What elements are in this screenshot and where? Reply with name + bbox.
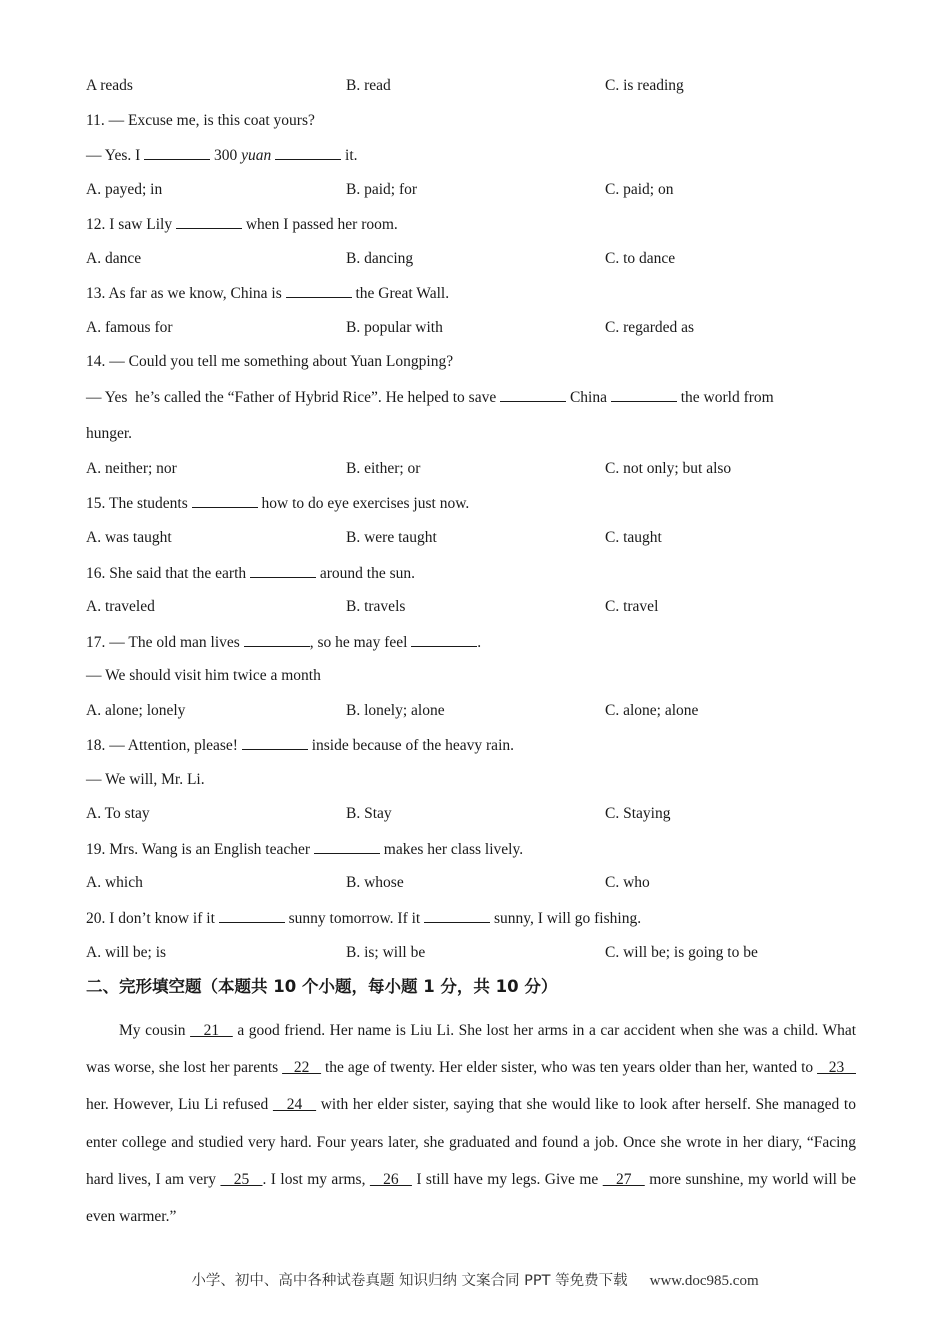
- text-fragment: — Yes. I: [86, 147, 145, 164]
- q11-option-b[interactable]: B. paid; for: [346, 181, 418, 198]
- q16-options: [86, 597, 866, 617]
- text-fragment: it.: [341, 147, 358, 164]
- cloze-blank-22: 22: [282, 1059, 322, 1077]
- q20-question: [86, 908, 860, 929]
- text-fragment: , so he may feel: [309, 634, 412, 651]
- q17-options: [86, 701, 866, 721]
- q13-options: [86, 318, 866, 338]
- q12-option-c[interactable]: C. to dance: [605, 250, 676, 267]
- q12-question: [86, 214, 860, 235]
- answer-blank: [424, 908, 490, 923]
- answer-blank: [250, 563, 316, 578]
- q14-options: [86, 459, 866, 479]
- footer-text: 小学、初中、高中各种试卷真题 知识归纳 文案合同 PPT 等免费下载: [191, 1273, 628, 1289]
- q18-reply: — We will, Mr. Li.: [86, 771, 205, 788]
- section-heading-cloze: 二、完形填空题（本题共 10 个小题，每小题 1 分，共 10 分）: [86, 977, 558, 996]
- q19-options: [86, 873, 866, 893]
- q12-option-a[interactable]: A. dance: [86, 250, 142, 267]
- q17-option-b[interactable]: B. lonely; alone: [346, 702, 445, 719]
- passage-text: with her elder sister, saying that she would like to look after herself. She managed to enter college and studied very hard. Four years later, she graduated and found a job. Once she wrote in her diary, “Facing hard lives, I am very: [86, 1096, 856, 1188]
- text-fragment: 19. Mrs. Wang is an English teacher: [86, 841, 314, 858]
- page-footer: [0, 1269, 950, 1290]
- q20-option-b[interactable]: B. is; will be: [346, 944, 426, 961]
- q19-option-a[interactable]: A. which: [86, 874, 143, 891]
- q16-option-a[interactable]: A. traveled: [86, 598, 155, 615]
- q17-option-c[interactable]: C. alone; alone: [605, 702, 699, 719]
- passage-text: more sunshine, my world will be even warmer.”: [86, 1170, 856, 1226]
- q20-option-c[interactable]: C. will be; is going to be: [605, 944, 758, 961]
- q14-question: 14. — Could you tell me something about Yuan Longping?: [86, 353, 454, 370]
- cloze-blank-24: 24: [272, 1096, 317, 1114]
- cloze-passage: [86, 1012, 856, 1235]
- text-fragment: 20. I don’t know if it: [86, 910, 219, 927]
- q15-option-b[interactable]: B. were taught: [346, 529, 437, 546]
- q17-reply: — We should visit him twice a month: [86, 667, 321, 684]
- passage-text: a good friend. Her name is Liu Li. She lost her arms in a car accident when she was a child. What was worse, she lost her parents: [86, 1022, 857, 1077]
- answer-blank: [314, 839, 380, 854]
- text-fragment: 15. The students: [86, 495, 192, 512]
- q13-option-c[interactable]: C. regarded as: [605, 319, 695, 336]
- q16-question: [86, 563, 860, 584]
- text-fragment: sunny tomorrow. If it: [284, 910, 425, 927]
- q18-option-b[interactable]: B. Stay: [346, 805, 392, 822]
- answer-blank: [286, 283, 352, 298]
- text-fragment: makes her class lively.: [379, 841, 524, 858]
- answer-blank: [500, 387, 566, 402]
- text-fragment: when I passed her room.: [241, 216, 398, 233]
- cloze-blank-25: 25: [220, 1170, 263, 1188]
- q13-option-a[interactable]: A. famous for: [86, 319, 173, 336]
- q11-options: [86, 180, 866, 200]
- q10-options: [86, 76, 866, 96]
- text-fragment: the Great Wall.: [351, 285, 450, 302]
- text-fragment: sunny, I will go fishing.: [490, 910, 642, 927]
- cloze-blank-21: 21: [190, 1022, 233, 1039]
- answer-blank: [275, 145, 341, 160]
- q13-question: [86, 283, 860, 304]
- q10-option-c[interactable]: C. is reading: [605, 77, 684, 94]
- q18-option-c[interactable]: C. Staying: [605, 805, 671, 822]
- q14-option-c[interactable]: C. not only; but also: [605, 460, 732, 477]
- footer-url[interactable]: www.doc985.com: [649, 1273, 759, 1289]
- answer-blank: [611, 387, 677, 402]
- q12-option-b[interactable]: B. dancing: [346, 250, 414, 267]
- q18-option-a[interactable]: A. To stay: [86, 805, 150, 822]
- q10-option-b[interactable]: B. read: [346, 77, 391, 94]
- passage-text: . I lost my arms,: [262, 1170, 370, 1188]
- answer-blank: [411, 632, 477, 647]
- q15-question: [86, 493, 860, 514]
- text-fragment: — Yes he’s called the “Father of Hybrid Rice”. He helped to save: [86, 389, 501, 406]
- text-fragment: 17. — The old man lives: [86, 634, 244, 651]
- text-fragment: how to do eye exercises just now.: [257, 495, 470, 512]
- q18-options: [86, 804, 866, 824]
- answer-blank: [176, 214, 242, 229]
- q16-option-b[interactable]: B. travels: [346, 598, 406, 615]
- text-fragment: 16. She said that the earth: [86, 565, 250, 582]
- q11-answer-line: [86, 145, 860, 166]
- answer-blank: [244, 632, 310, 647]
- text-fragment: 12. I saw Lily: [86, 216, 176, 233]
- italic-word: yuan: [241, 147, 272, 164]
- q16-option-c[interactable]: C. travel: [605, 598, 659, 615]
- passage-text: I still have my legs. Give me: [411, 1170, 603, 1188]
- text-fragment: China: [566, 389, 611, 406]
- q20-options: [86, 943, 866, 963]
- q11-question: 11. — Excuse me, is this coat yours?: [86, 112, 315, 129]
- q15-options: [86, 528, 866, 548]
- q12-options: [86, 249, 866, 269]
- text-fragment: inside because of the heavy rain.: [307, 737, 514, 754]
- cloze-blank-26: 26: [369, 1170, 412, 1188]
- passage-text: the age of twenty. Her elder sister, who was ten years older than her, wanted to: [321, 1059, 818, 1077]
- q15-option-c[interactable]: C. taught: [605, 529, 662, 546]
- text-fragment: the world from: [676, 389, 774, 406]
- q14-option-a[interactable]: A. neither; nor: [86, 460, 177, 477]
- q11-option-a[interactable]: A. payed; in: [86, 181, 163, 198]
- cloze-blank-23: 23: [817, 1059, 856, 1077]
- text-fragment: around the sun.: [316, 565, 416, 582]
- q20-option-a[interactable]: A. will be; is: [86, 944, 167, 961]
- q18-question: [86, 735, 860, 756]
- q14-answer-line: [86, 387, 860, 408]
- q19-question: [86, 839, 860, 860]
- text-fragment: 300: [210, 147, 242, 164]
- passage-text: My cousin: [119, 1022, 191, 1039]
- q11-option-c[interactable]: C. paid; on: [605, 181, 674, 198]
- text-fragment: .: [477, 634, 482, 651]
- answer-blank: [192, 493, 258, 508]
- q14-answer-line-end: hunger.: [86, 425, 133, 442]
- q10-option-a[interactable]: A reads: [86, 77, 133, 94]
- answer-blank: [219, 908, 285, 923]
- passage-text: her. However, Liu Li refused: [86, 1096, 273, 1114]
- text-fragment: 18. — Attention, please!: [86, 737, 242, 754]
- q13-option-b[interactable]: B. popular with: [346, 319, 443, 336]
- q19-option-c[interactable]: C. who: [605, 874, 650, 891]
- answer-blank: [242, 735, 308, 750]
- cloze-blank-27: 27: [602, 1170, 645, 1188]
- q17-option-a[interactable]: A. alone; lonely: [86, 702, 186, 719]
- answer-blank: [144, 145, 210, 160]
- q14-option-b[interactable]: B. either; or: [346, 460, 421, 477]
- q17-question: [86, 632, 860, 653]
- q19-option-b[interactable]: B. whose: [346, 874, 404, 891]
- q15-option-a[interactable]: A. was taught: [86, 529, 172, 546]
- text-fragment: 13. As far as we know, China is: [86, 285, 286, 302]
